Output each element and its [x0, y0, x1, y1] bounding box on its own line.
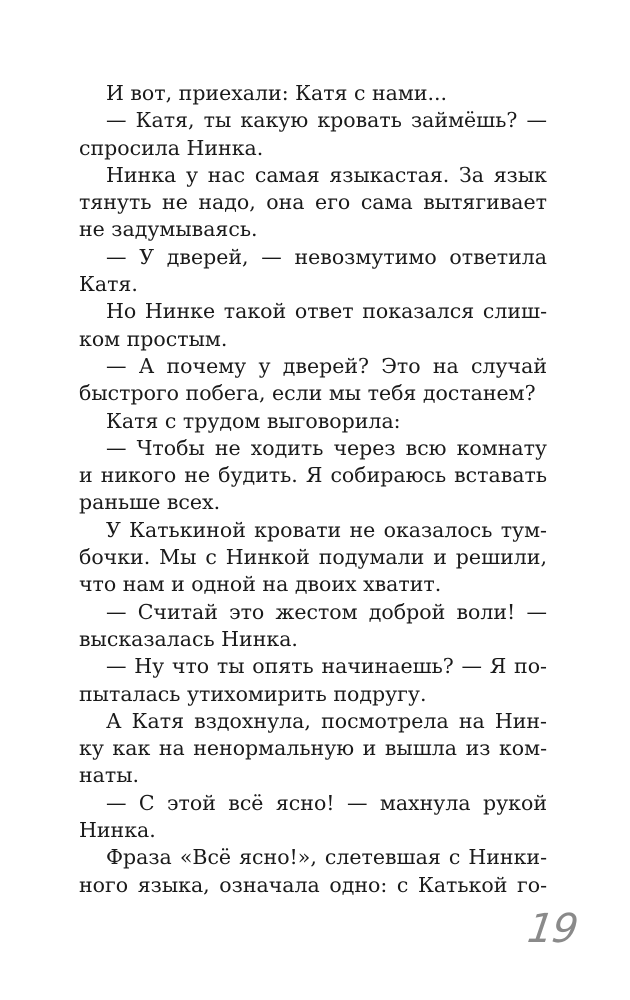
text-line: — А почему у дверей? Это на случай [106, 353, 547, 378]
paragraph [79, 244, 547, 299]
text-line: Катя с трудом выговорила: [106, 408, 401, 433]
text-line: ного языка, означала одно: с Катькой го- [79, 872, 547, 897]
paragraph [79, 517, 547, 599]
text-line: — Ну что ты опять начинаешь? — Я по- [106, 654, 547, 679]
text-line: Нинка. [79, 818, 156, 843]
text-line: Катя. [79, 272, 138, 297]
text-line: бочки. Мы с Нинкой подумали и решили, [79, 545, 547, 570]
text-line: пыталась утихомирить подругу. [79, 681, 427, 706]
text-line: ку как на ненормальную и вышла из ком- [79, 736, 547, 761]
page-number: 19 [524, 906, 581, 952]
paragraph [79, 844, 547, 899]
paragraph [79, 107, 547, 162]
text-line: — С этой всё ясно! — махнула рукой [106, 790, 547, 815]
text-line: А Катя вздохнула, посмотрела на Нин- [106, 708, 547, 733]
paragraph [79, 80, 547, 107]
paragraph [79, 435, 547, 517]
text-line: — Считай это жестом доброй воли! — [106, 599, 547, 624]
paragraph [79, 298, 547, 353]
text-line: тянуть не надо, она его сама вытягивает [79, 190, 547, 215]
text-line: Нинка у нас самая языкастая. За язык [106, 162, 547, 187]
paragraph [79, 708, 547, 790]
text-line: высказалась Нинка. [79, 626, 298, 651]
text-line: и никого не будить. Я собираюсь вставать [79, 463, 547, 488]
text-line: раньше всех. [79, 490, 221, 515]
text-line: наты. [79, 763, 140, 788]
text-line: — Чтобы не ходить через всю комнату [106, 435, 547, 460]
text-line: не задумываясь. [79, 217, 258, 242]
text-line: И вот, приехали: Катя с нами... [106, 81, 448, 105]
text-line: У Катькиной кровати не оказалось тум- [106, 517, 547, 542]
paragraph [79, 408, 547, 435]
paragraph [79, 599, 547, 654]
body-text [79, 80, 547, 899]
text-line: что нам и одной на двоих хватит. [79, 572, 442, 597]
text-line: ком простым. [79, 326, 228, 351]
paragraph [79, 353, 547, 408]
text-line: быстрого побега, если мы тебя достанем? [79, 381, 536, 406]
text-line: спросила Нинка. [79, 135, 264, 160]
paragraph [79, 162, 547, 244]
paragraph [79, 653, 547, 708]
text-line: — Катя, ты какую кровать займёшь? — [106, 108, 547, 133]
text-line: — У дверей, — невозмутимо ответила [106, 244, 547, 269]
text-line: Но Нинке такой ответ показался слиш- [106, 299, 547, 324]
paragraph [79, 790, 547, 845]
text-line: Фраза «Всё ясно!», слетевшая с Нинки- [106, 845, 547, 870]
